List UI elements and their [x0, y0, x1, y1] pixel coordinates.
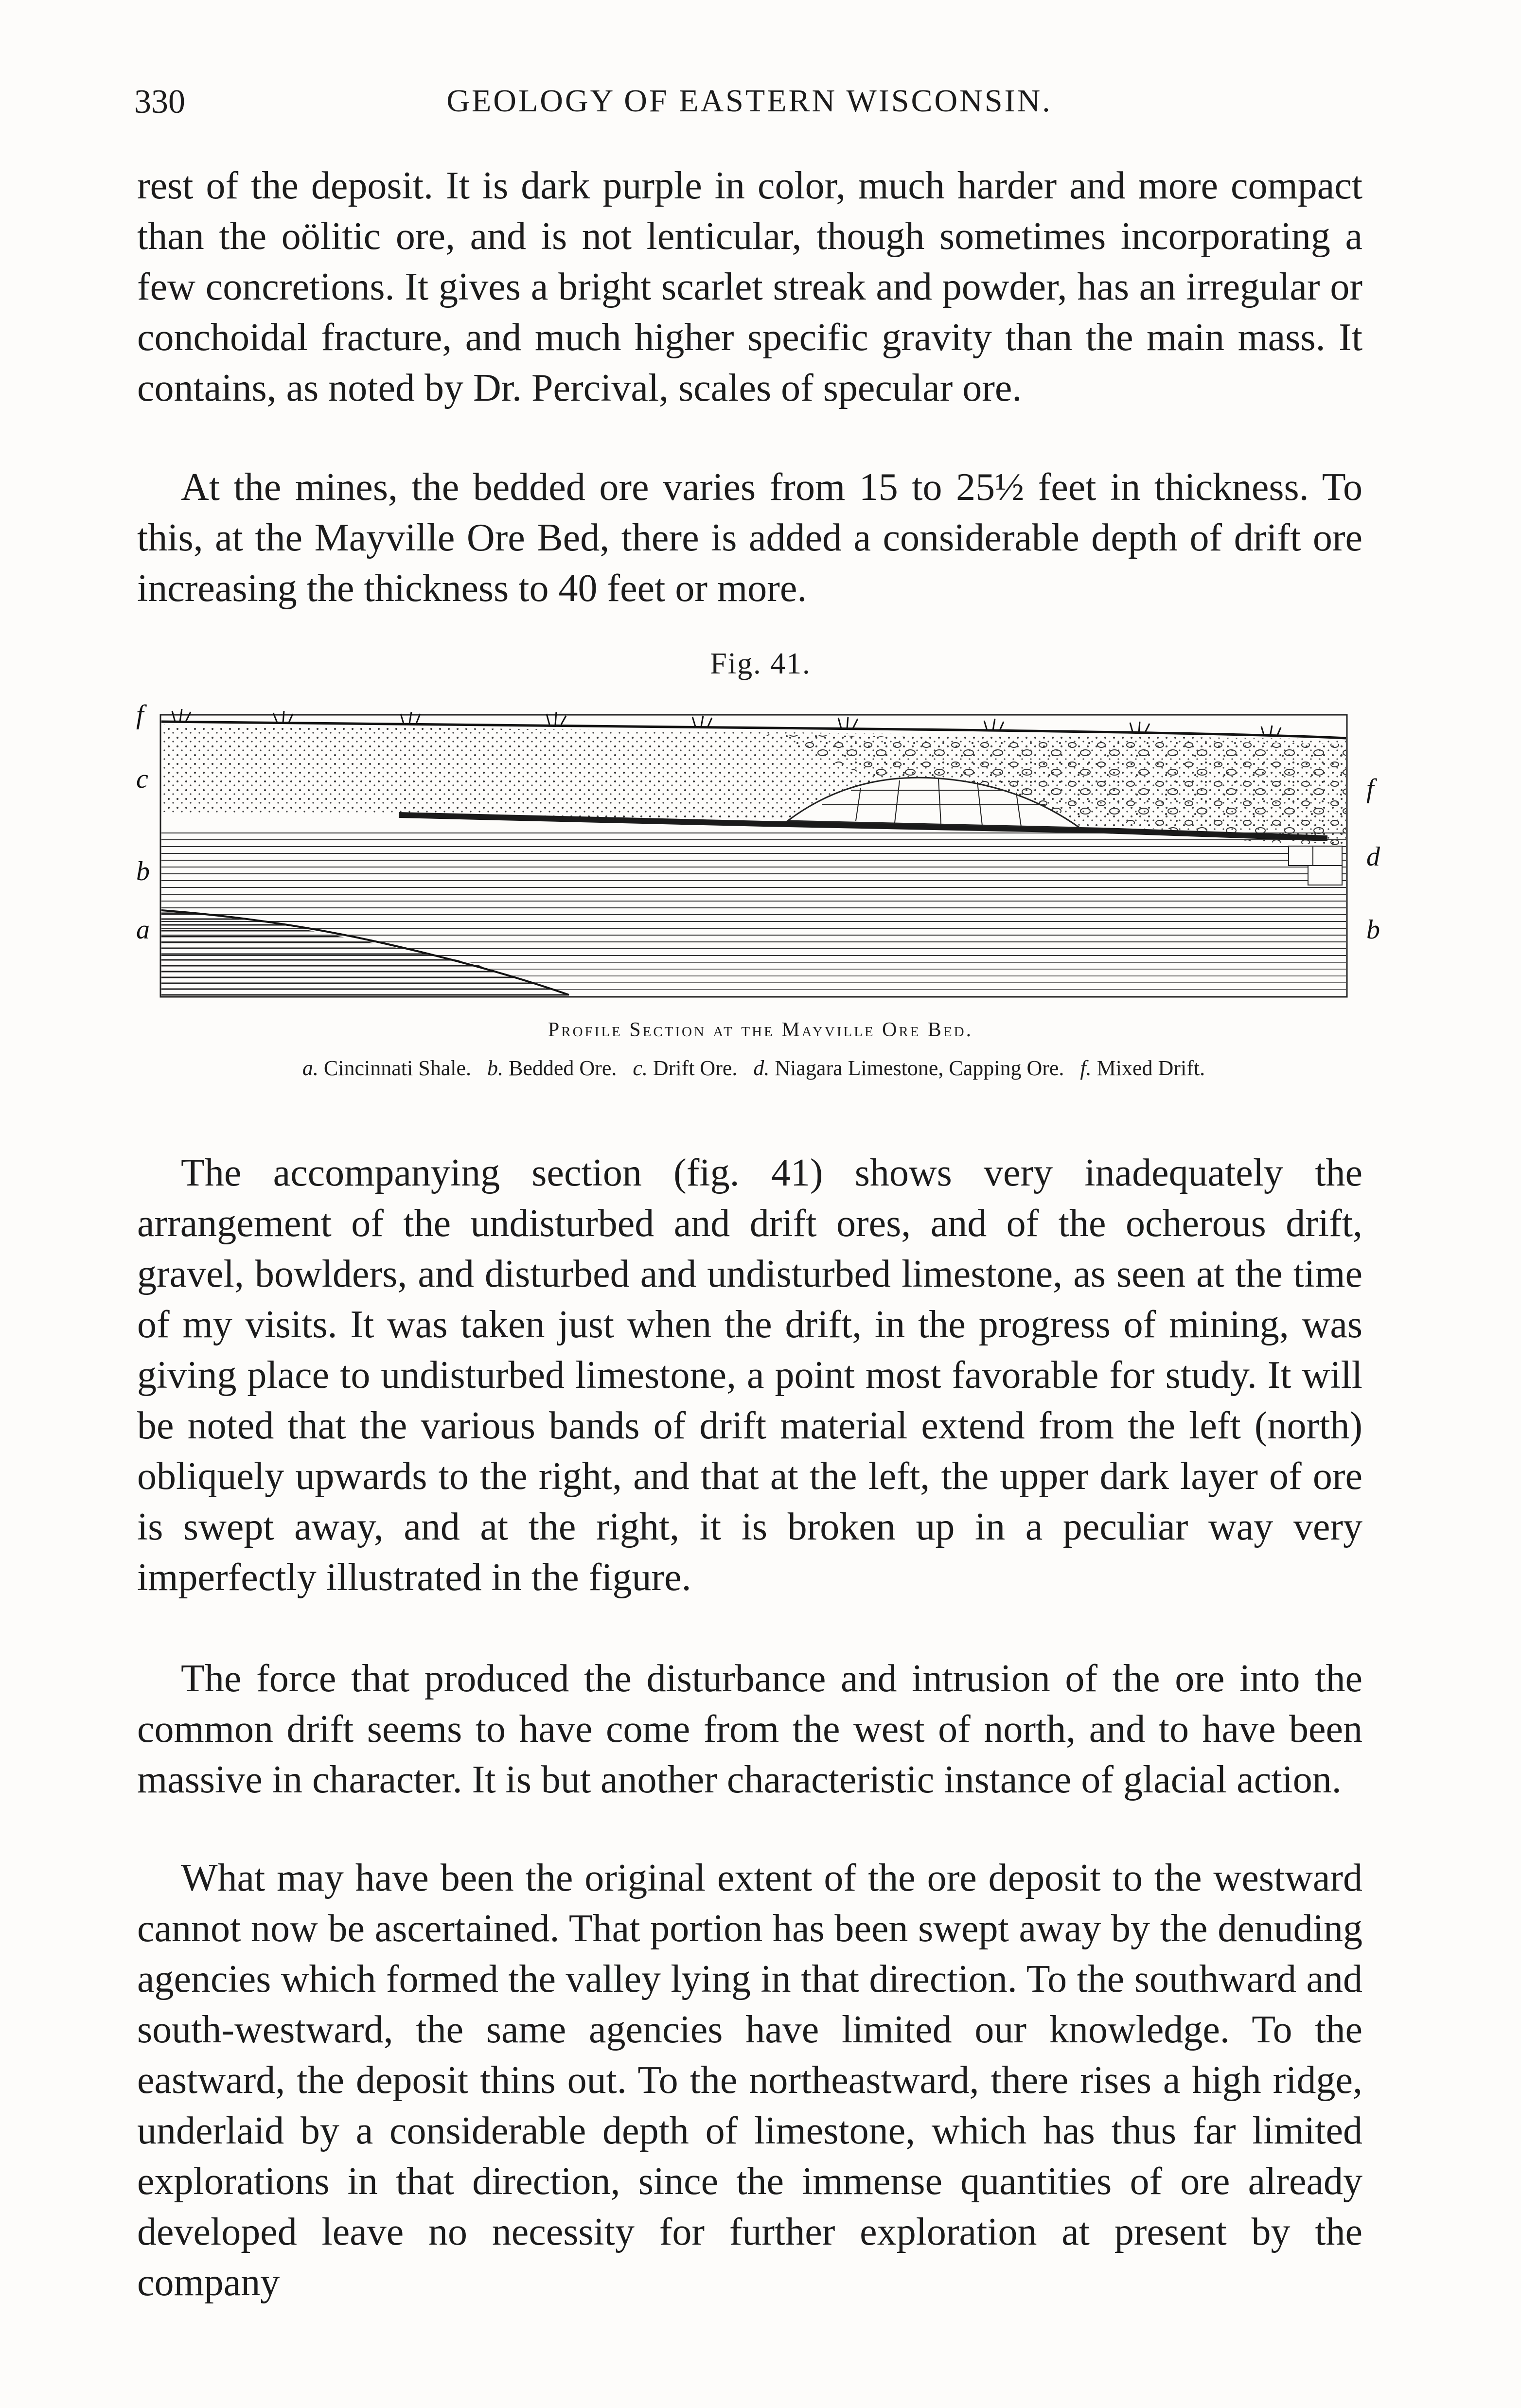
legend-key-f: f. — [1080, 1056, 1092, 1080]
paragraph-3: The accompanying section (fig. 41) shows very inadequately the arrangement of the undisturbed and drift ores, and of the ocherous drift, gravel, bowlders, and disturbed and undisturbed limestone, as seen at the time of my visits. It was taken just when the drift, in the progress of mining, was giving place to undisturbed limestone, a point most favorable for study. It will be noted that the various bands of drift material extend from the left (north) obliquely upwards to the right, and that at the left, the upper dark layer of ore is swept away, and at the right, it is broken up in a peculiar way very imperfectly illustrated in the figure. — [137, 1151, 1362, 1599]
fig-letter-left-f: f — [136, 700, 144, 730]
page-header — [134, 83, 1364, 126]
legend-key-d: d. — [753, 1056, 770, 1080]
fig-letter-left-b: b — [136, 856, 150, 886]
fig-letter-right-f: f — [1366, 774, 1374, 804]
profile-section-figure — [131, 700, 1396, 1011]
legend-key-a: a. — [302, 1056, 318, 1080]
fig-letter-left-c: c — [136, 764, 148, 794]
legend-key-c: c. — [633, 1056, 648, 1080]
legend-text-f: Mixed Drift. — [1097, 1056, 1205, 1080]
legend-key-b: b. — [487, 1056, 503, 1080]
legend-text-a: Cincinnati Shale. — [323, 1056, 471, 1080]
fig-letter-right-d: d — [1366, 842, 1380, 872]
fig-letter-left-a: a — [136, 915, 150, 945]
figure-label: Fig. 41. — [710, 647, 811, 680]
legend-text-d: Niagara Limestone, Capping Ore. — [775, 1056, 1064, 1080]
fig-letter-right-b: b — [1366, 915, 1380, 945]
figure-legend — [136, 1054, 1371, 1082]
running-head: GEOLOGY OF EASTERN WISCONSIN. — [446, 83, 1052, 119]
figure-caption-title: Profile Section at the Mayville Ore Bed. — [548, 1019, 973, 1041]
paragraph-2: At the mines, the bedded ore varies from 15 to 25½ feet in thickness. To this, at the Mayville Ore Bed, there is added a considerable depth of drift ore increasing the thickness to 40 feet or more. — [137, 466, 1362, 610]
paragraph-5: What may have been the original extent of the ore deposit to the westward cannot now be ascertained. That portion has been swept away by the denuding agencies which formed the valley lying in that direction. To the southward and south-westward, the same agencies have limited our knowledge. To the eastward, the deposit thins out. To the northeastward, there rises a high ridge, underlaid by a considerable depth of limestone, which has thus far limited explorations in that direction, since the immense quantities of ore already developed leave no necessity for further exploration at present by the company — [137, 1857, 1362, 2304]
paragraph-4: The force that produced the disturbance and intrusion of the ore into the common drift seems to have come from the west of north, and to have been massive in character. It is but another characteristic instance of glacial action. — [137, 1657, 1362, 1801]
legend-text-b: Bedded Ore. — [508, 1056, 617, 1080]
paragraph-1: rest of the deposit. It is dark purple in color, much harder and more compact than the oölitic ore, and is not lenticular, though sometimes incorporating a few concretions. It gives a bright scarlet streak and powder, has an irregular or conchoidal fracture, and much higher specific gravity than the main mass. It contains, as noted by Dr. Percival, scales of specular ore. — [137, 164, 1362, 409]
page-number: 330 — [134, 83, 185, 121]
legend-text-c: Drift Ore. — [653, 1056, 738, 1080]
